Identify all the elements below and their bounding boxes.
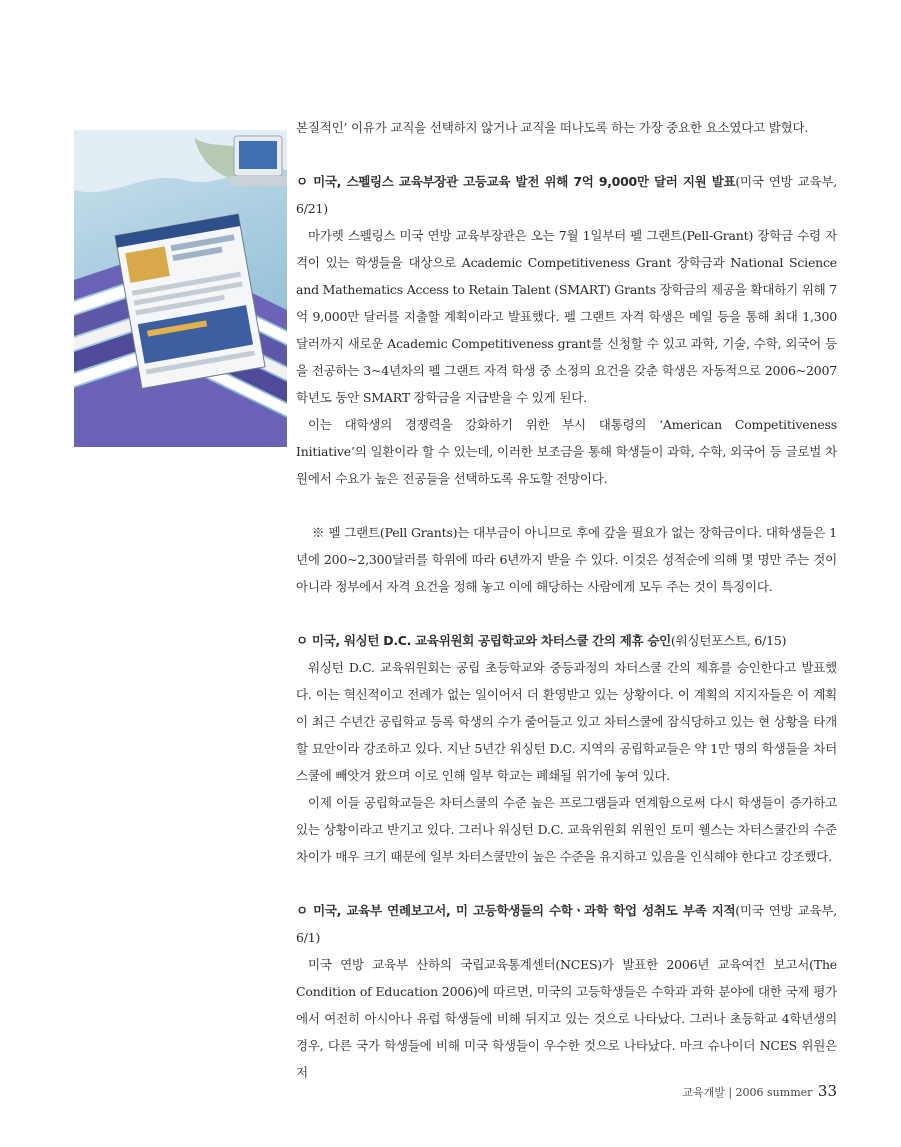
section3-paragraph-1: 미국 연방 교육부 산하의 국립교육통계센터(NCES)가 발표한 2006년 교육여건 보고서(The Condition of Education 2006)에 따르면, 미국의 고등학생들은 수학과 과학 분야에 대한 국제 평가에서 여전히 아시아나 유럽 학생들에 비해 뒤지고 있는 것으로 나타났다. 그러나 초등학교 4학년생의 경우, 다른 국가 학생들에 비해 미국 학생들이 우수한 것으로 나타났다. 마크 슈나이더 NCES 위원은 저 [296, 957, 837, 1080]
section2-paragraph-1: 워싱턴 D.C. 교육위원회는 공립 초등학교와 중등과정의 차터스쿨 간의 제휴를 승인한다고 발표했다. 이는 혁신적이고 전례가 없는 일이어서 더 환영받고 있는 상황이다. 이 계획의 지지자들은 이 계획이 최근 수년간 공립학교 등록 학생의 수가 줄어들고 있고 차터스쿨에 잠식당하고 있는 현 상황을 타개할 묘안이라 강조하고 있다. 지난 5년간 워싱턴 D.C. 지역의 공립학교들은 약 1만 명의 학생들을 차터스쿨에 빼앗겨 왔으며 이로 인해 일부 학교는 폐쇄될 위기에 놓여 있다. [296, 660, 837, 783]
section1-paragraph-2: 이는 대학생의 경쟁력을 강화하기 위한 부시 대통령의 ‘American Competitiveness Initiative’의 일환이라 할 수 있는데, 이러한 보조금을 통해 학생들이 과학, 수학, 외국어 등 글로벌 차원에서 수요가 높은 전공들을 선택하도록 유도할 전망이다. [296, 417, 837, 486]
page-number: 33 [817, 1082, 837, 1100]
journal-name: 교육개발 | 2006 summer [682, 1086, 813, 1099]
section1-heading: ㅇ 미국, 스펠링스 교육부장관 고등교육 발전 위해 7억 9,000만 달러 지원 발표 [296, 174, 736, 189]
section1-source: (미국 연방 교육부, 6/21) [296, 174, 838, 216]
article-illustration [74, 130, 287, 447]
section2-heading: ㅇ 미국, 워싱턴 D.C. 교육위원회 공립학교와 차터스쿨 간의 제휴 승인 [296, 633, 671, 648]
section1-note: ※ 펠 그랜트(Pell Grants)는 대부금이 아니므로 후에 갚을 필요가 없는 장학금이다. 대학생들은 1년에 200~2,300달러를 학위에 따라 6년까지 받을 수 있다. 이것은 성적순에 의해 몇 명만 주는 것이 아니라 정부에서 자격 요건을 정해 놓고 이에 해당하는 사람에게 모두 주는 것이 특징이다. [296, 525, 837, 594]
article-body [296, 114, 837, 1086]
section3-source: (미국 연방 교육부, 6/1) [296, 903, 837, 945]
section2-source: (워싱턴포스트, 6/15) [670, 633, 787, 648]
section1-heading-block [296, 168, 837, 222]
section1-paragraph-1: 마가렛 스펠링스 미국 연방 교육부장관은 오는 7월 1일부터 펠 그랜트(Pell-Grant) 장학금 수령 자격이 있는 학생들을 대상으로 Academic Competitiveness Grant 장학금과 National Science and Mathematics Access to Retain Talent (SMART) Grants 장학금의 제공을 확대하기 위해 7억 9,000만 달러를 지출할 계획이라고 발표했다. 펠 그랜트 자격 학생은 메일 등을 통해 최대 1,300달러까지 새로운 Academic Competitiveness grant를 신청할 수 있고 과학, 기술, 수학, 외국어 등을 전공하는 3~4년차의 펠 그랜트 자격 학생 중 소정의 요건을 갖춘 학생은 자동적으로 2006~2007학년도 동안 SMART 장학금을 지급받을 수 있게 된다. [296, 228, 837, 405]
section3-heading: ㅇ 미국, 교육부 연례보고서, 미 고등학생들의 수학ㆍ과학 학업 성취도 부족 지적 [296, 903, 736, 918]
section2-paragraph-2: 이제 이들 공립학교들은 차터스쿨의 수준 높은 프로그램들과 연계함으로써 다시 학생들이 증가하고 있는 상황이라고 반기고 있다. 그러나 워싱턴 D.C. 교육위원회 위원인 토미 웰스는 차터스쿨간의 수준 차이가 매우 크기 때문에 일부 차터스쿨만이 높은 수준을 유지하고 있음을 인식해야 한다고 강조했다. [296, 795, 837, 864]
section2-heading-block [296, 627, 837, 654]
section3-heading-block [296, 897, 837, 951]
page-footer [682, 1082, 837, 1100]
intro-paragraph: 본질적인’ 이유가 교직을 선택하지 않거나 교직을 떠나도록 하는 가장 중요한 요소였다고 밝혔다. [296, 120, 809, 135]
